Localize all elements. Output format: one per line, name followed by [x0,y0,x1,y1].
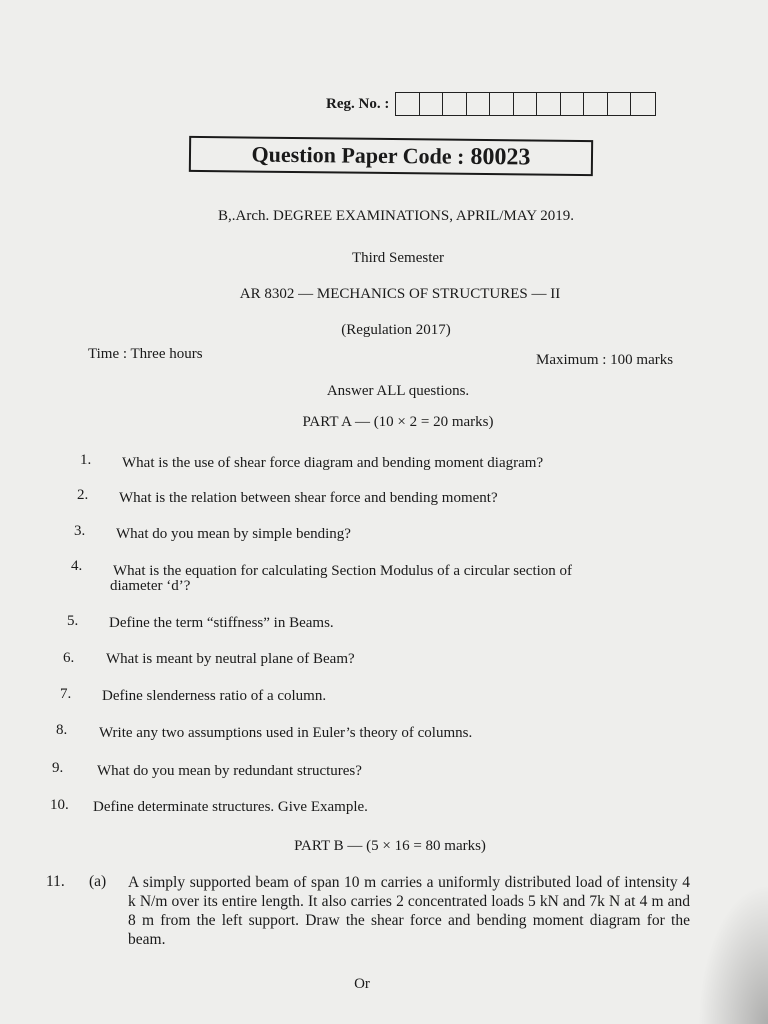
qpc-label: Question Paper Code : [251,141,465,169]
question-number: 5. [67,613,79,629]
maximum-marks: Maximum : 100 marks [536,352,674,368]
time-allowed: Time : Three hours [88,346,203,362]
or-separator: Or [354,976,370,992]
reg-no-box [396,93,420,115]
question-number: 9. [52,760,64,776]
question-paper-code-box [189,136,593,176]
semester: Third Semester [351,250,445,266]
question-text: A simply supported beam of span 10 m carries a uniformly distributed load of intensity 4 k N/m over its entire length. It also carries 2 concentrated loads 5 kN and 7k N at 4 m and 8 m from the left support. Draw the shear force and bending moment diagram for the beam. [128,874,690,948]
reg-no [326,92,656,116]
question-text: What is the use of shear force diagram and bending moment diagram? [122,455,544,471]
question-number: 4. [71,558,83,574]
question-text: Write any two assumptions used in Euler’s theory of columns. [99,725,473,741]
question-part: (a) [89,873,107,890]
regulation: (Regulation 2017) [341,322,451,338]
qpc-code: 80023 [470,143,531,170]
question-number: 1. [80,452,92,468]
question-text: Define determinate structures. Give Example. [93,799,368,815]
scan-shadow [698,884,768,1024]
instruction: Answer ALL questions. [326,383,470,399]
reg-no-label: Reg. No. : [326,95,390,112]
reg-no-boxes [395,92,656,116]
question-text: Define slenderness ratio of a column. [102,688,327,704]
reg-no-box [420,93,444,115]
reg-no-box [467,93,491,115]
question-text: What is the equation for calculating Section Modulus of a circular section of [113,563,573,579]
question-number: 10. [50,797,69,813]
reg-no-box [631,93,655,115]
question-number: 6. [63,650,75,666]
reg-no-box [490,93,514,115]
question-number: 2. [77,487,89,503]
question-number: 8. [56,722,68,738]
question-text: What is the relation between shear force and bending moment? [119,490,498,506]
question-text: What do you mean by simple bending? [116,526,351,542]
question-text: Define the term “stiffness” in Beams. [109,615,334,631]
reg-no-box [561,93,585,115]
question-text-line2: diameter ‘d’? [110,578,191,594]
subject: AR 8302 — MECHANICS OF STRUCTURES — II [239,286,561,302]
question-text: What do you mean by redundant structures? [97,763,362,779]
exam-title: B,.Arch. DEGREE EXAMINATIONS, APRIL/MAY 2019. [218,208,574,224]
reg-no-box [584,93,608,115]
question-number: 11. [46,873,65,890]
reg-no-box [608,93,632,115]
reg-no-box [514,93,538,115]
part-b-heading: PART B — (5 × 16 = 80 marks) [294,838,486,854]
part-a-heading: PART A — (10 × 2 = 20 marks) [302,414,494,430]
reg-no-box [443,93,467,115]
question-number: 7. [60,686,72,702]
question-number: 3. [74,523,86,539]
question-text: What is meant by neutral plane of Beam? [106,651,355,667]
reg-no-box [537,93,561,115]
